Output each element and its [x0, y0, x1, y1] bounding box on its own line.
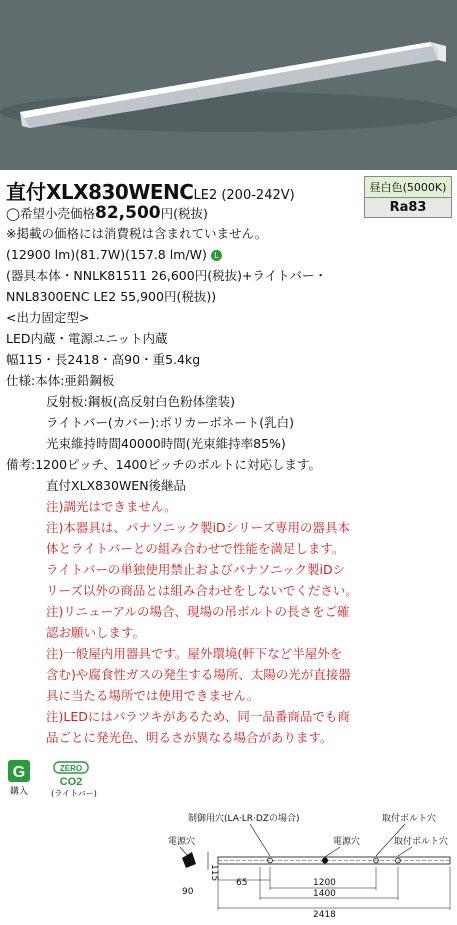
note-line: 含む)や腐食性ガスの発生する場所、太陽の光が直接器 [46, 667, 351, 682]
power-hole-label-left: 電源穴 [168, 837, 196, 847]
model-title [6, 176, 295, 205]
g-letter: G [12, 764, 26, 781]
price-prefix: ◯希望小売価格 [6, 206, 95, 221]
spec-lightbar: ライトバー(カバー):ポリカーボネート(乳白) [46, 415, 294, 430]
dim-1400-label: 1400 [313, 889, 336, 899]
bolt-hole-label-2: 取付ボルト穴 [394, 837, 449, 847]
dim-1200-label: 1200 [313, 878, 336, 888]
price-suffix: 円(税抜) [160, 206, 208, 221]
tax-note: ※掲載の価格には消費税は含まれていません。 [6, 226, 268, 241]
note-line: 注)本器具は、パナソニック製iDシリーズ専用の器具本 [46, 520, 350, 535]
eco-logos [6, 758, 136, 808]
remarks-successor: 直付XLX830WEN後継品 [46, 478, 187, 493]
remarks-pitch: 1200ピッチ、1400ピッチのボルトに対応します。 [35, 457, 321, 472]
parts-line-1: (器具本体・NNLK81511 26,600円(税抜)+ライトバー・ [6, 268, 327, 283]
note-line: 注)リニューアルの場合、現場の吊ボルトの長さをご確 [46, 604, 350, 619]
note-line: 認お願いします。 [46, 625, 146, 640]
lumen-values: (12900 lm)(81.7W)(157.8 lm/W) [6, 247, 207, 262]
co2-text: CO2 [59, 776, 83, 788]
bolt-hole-label-1: 取付ボルト穴 [382, 814, 437, 824]
remarks-line [6, 455, 321, 475]
lumen-line [6, 245, 222, 265]
dim-2418-label: 2418 [313, 910, 336, 920]
end-profile [182, 852, 196, 868]
model-prefix: 直付 [6, 180, 46, 204]
note-line: 品ごとに発光色、明るさが異なる場合があります。 [46, 730, 333, 745]
output-type: <出力固定型> [6, 310, 90, 325]
note-line: 注)調光はできません。 [46, 499, 177, 514]
spec-line [6, 371, 114, 391]
leaf-icon: L [211, 250, 222, 261]
zero-co2-logo [51, 762, 97, 798]
price-amount: 82,500 [95, 203, 161, 223]
spec-reflector: 反射板:鋼板(高反射白色粉体塗装) [46, 394, 235, 409]
note-line: ライトバーの単独使用禁止およびパナソニック製iDシ [46, 562, 346, 577]
green-purchase-logo [8, 760, 30, 797]
model-suffix: LE2 (200-242V) [193, 188, 295, 203]
spec-label: 仕様: [6, 373, 36, 388]
color-temperature-label: 昼白色(5000K) [365, 177, 451, 198]
ra-label: Ra83 [365, 198, 451, 217]
note-line: 具に当たる場所では使用できません。 [46, 688, 260, 703]
power-hole-label-mid: 電源穴 [333, 837, 361, 847]
model-name: XLX830WENC [46, 180, 194, 204]
dim-65-label: 65 [236, 878, 248, 888]
control-hole-label: 制御用穴(LA·LR·DZの場合) [188, 814, 300, 824]
dimension-diagram [150, 812, 455, 920]
led-builtin: LED内蔵・電源ユニット内蔵 [6, 331, 168, 346]
note-line: 体とライトバーとの組み合わせで性能を満足します。 [46, 541, 345, 556]
price-line [6, 203, 208, 224]
spec-lifetime: 光束維持時間40000時間(光束維持率85%) [46, 436, 286, 451]
dim-90-label: 90 [182, 887, 194, 897]
g-caption: 購入 [9, 787, 29, 797]
dimensions: 幅115・長2418・高90・重5.4kg [6, 352, 201, 367]
lightbar-caption: (ライトバー) [51, 789, 97, 798]
dim-115-label: 115 [209, 864, 219, 882]
parts-line-2: NNL8300ENC LE2 55,900円(税抜)) [6, 289, 217, 304]
remarks-label: 備考: [6, 457, 36, 472]
spec-box [364, 176, 452, 218]
note-line: 注)一般屋内用器具です。屋外環境(軒下など半屋外を [46, 646, 343, 661]
note-line: リーズ以外の商品とは組み合わせをしないでください。 [46, 583, 358, 598]
zero-text: ZERO [59, 764, 83, 773]
product-photo [0, 0, 457, 170]
note-line: 注)LEDにはバラツキがあるため、同一品番商品でも商 [46, 709, 350, 724]
spec-body: 本体:亜鉛鋼板 [35, 373, 115, 388]
